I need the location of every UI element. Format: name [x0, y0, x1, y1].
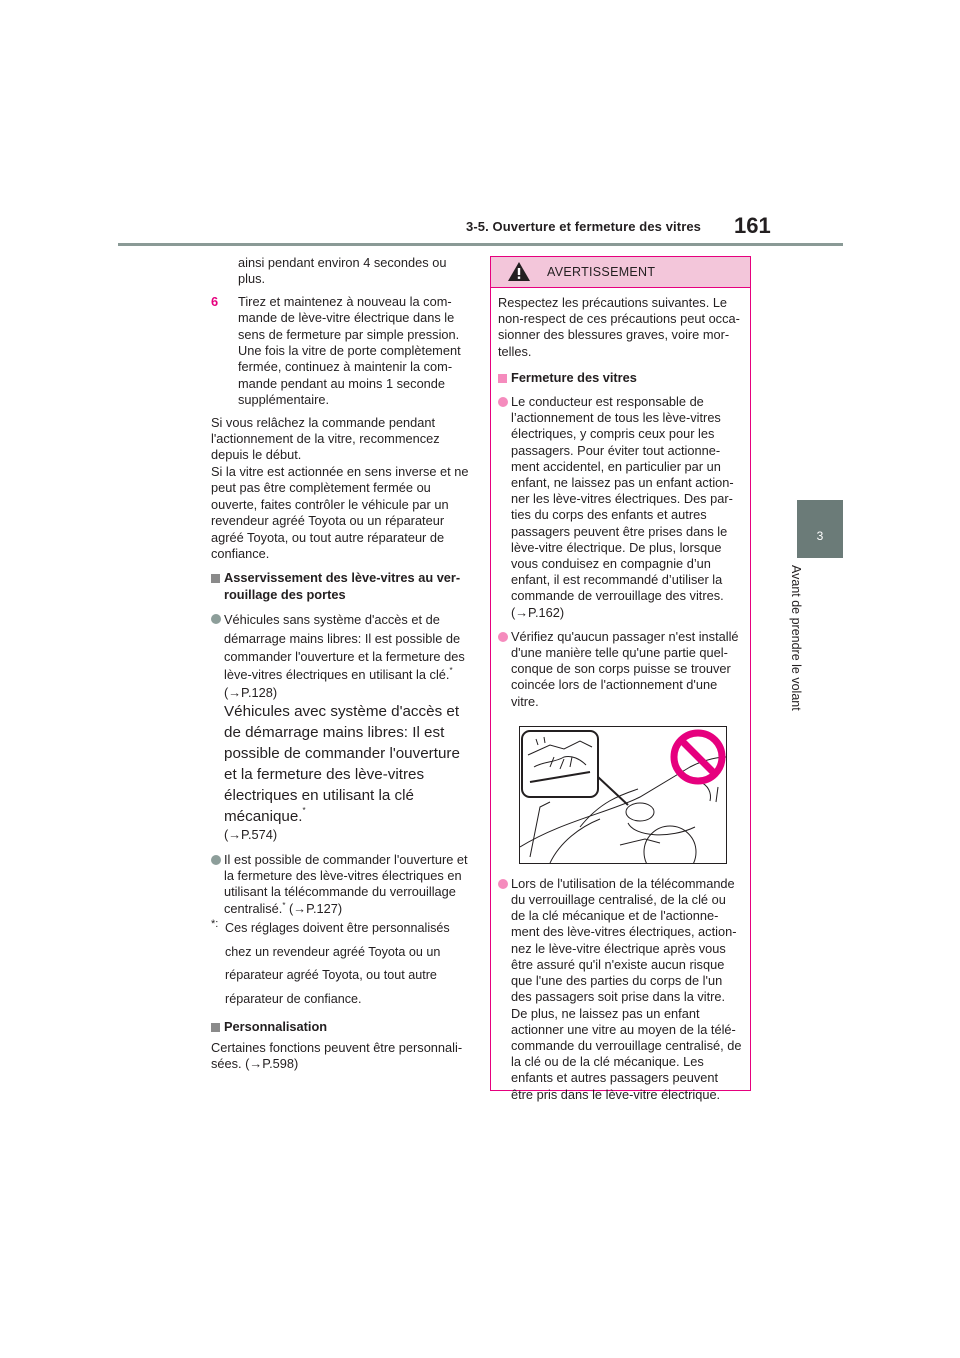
step-6	[211, 294, 473, 409]
bullet-dot-icon	[498, 879, 508, 889]
warning-body	[491, 288, 750, 1103]
header-section-title: 3-5. Ouverture et fermeture des vitres	[466, 219, 702, 234]
car-window-illustration	[520, 727, 726, 863]
step-number: 6	[211, 293, 219, 309]
warning-triangle-icon	[507, 261, 531, 282]
header-rule	[118, 243, 843, 246]
asterisk: *	[302, 806, 306, 816]
bullet-dot-icon	[211, 614, 221, 624]
page-reference-link[interactable]: (→P.127)	[285, 900, 343, 916]
bullet-text: Véhicules sans système d'accès et de démarrage mains libres: Il est possible de commander l'ouverture et la fermeture des lève-vitres électriques en utilisant la clé.	[224, 612, 465, 683]
asterisk: *	[449, 666, 453, 676]
page-reference-link[interactable]: (→P.574)	[224, 827, 278, 843]
heading-personalisation	[211, 1019, 473, 1035]
footnote	[211, 917, 473, 1011]
step-continuation: ainsi pendant environ 4 secondes ou plus.	[238, 255, 447, 287]
chapter-tab	[797, 500, 843, 558]
page-reference-link[interactable]: (→P.162)	[511, 604, 565, 620]
paragraph-reverse: Si la vitre est actionnée en sens inverse et ne peut pas être complètement fermée ou ouverte, faites contrôler le véhicule par un revendeur agréé Toyota ou un réparateur agréé Toyota, ou tout autre réparateur de confiance.	[211, 463, 469, 561]
bullet-item	[211, 611, 473, 843]
illustration-window-pinch	[519, 726, 727, 864]
bullet-text: Le conducteur est responsable de l’actionnement de tous les lève-vitres électriques, y compris ceux pour les passagers. Pour éviter tout actionnement accidentel, en particulier par un enfant, ne laissez pas un enfant actionner les lève-vitres électriques. Des parties du corps des enfants et autres passagers peuvent être prises dans le lève-vitre électrique. De plus, lorsque vous conduisez en compagnie d’un enfant, il est recommandé d’utiliser la commande de verrouillage des vitres.	[511, 394, 734, 604]
warning-bullet	[498, 876, 742, 1103]
page-reference-link[interactable]: (→P.128)	[224, 684, 278, 700]
step-6-text: Tirez et maintenez à nouveau la commande de lève-vitre électrique dans le sens de fermeture par simple pression. Une fois la vitre de porte complètement fermée, continuez à maintenir la commande pendant au moins 1 seconde supplémentaire.	[238, 293, 461, 408]
bullet-dot-icon	[498, 397, 508, 407]
heading-text: Asservissement des lève-vitres au verrouillage des portes	[224, 570, 461, 602]
warning-heading	[498, 370, 742, 386]
bullet-dot-icon	[211, 855, 221, 865]
heading-door-lock-link	[211, 570, 473, 603]
bullet-text: Lors de l'utilisation de la télécommande du verrouillage centralisé, de la clé ou de la clé mécanique et de l'actionnement des lève-vitres électriques, actionnez le lève-vitre électrique après vous être assuré qu'il n'existe aucun risque que l'une des parties du corps de l'un des passagers soit prise dans la vitre. De plus, ne laissez pas un enfant actionner une vitre au moyen de la télécommande du verrouillage centralisé, de la clé ou de la clé mécanique. Les enfants et autres passagers peuvent être pris dans le lève-vitre électrique.	[511, 875, 742, 1102]
footnote-mark: *:	[211, 918, 219, 931]
paragraph-personalisation: Certaines fonctions peuvent être personnalisées. (→P.598)	[211, 1039, 463, 1071]
bullet-dot-icon	[498, 632, 508, 642]
chapter-number: 3	[816, 529, 824, 543]
chapter-label-text: Avant de prendre le volant	[789, 565, 803, 711]
prohibition-icon	[674, 733, 722, 781]
warning-bullet	[498, 629, 742, 710]
warning-header	[491, 257, 750, 288]
heading-square-icon	[211, 1023, 220, 1032]
page-number: 161	[734, 213, 771, 238]
left-column	[211, 255, 473, 1072]
warning-bullet	[498, 394, 742, 621]
chapter-label	[787, 565, 803, 765]
bullet-text: Vérifiez qu'aucun passager n'est installé d'une manière telle qu'une partie quelconque de son corps puisse se trouver coincée lors de l'actionnement d'une vitre.	[511, 628, 739, 709]
asterisk: *	[282, 900, 286, 910]
heading-square-icon	[498, 374, 507, 383]
footnote-text: Ces réglages doivent être personnalisés chez un revendeur agréé Toyota ou un réparateur agréé Toyota, ou tout autre réparateur de confiance.	[225, 921, 450, 1006]
warning-title: AVERTISSEMENT	[547, 265, 656, 279]
bullet-text: Il est possible de commander l'ouverture et la fermeture des lève-vitres électriques en utilisant la télécommande du verrouillage centralisé.	[224, 851, 468, 916]
warning-box	[490, 256, 751, 1102]
heading-square-icon	[211, 574, 220, 583]
paragraph-restart: Si vous relâchez la commande pendant l'actionnement de la vitre, recommencez depuis le début.	[211, 414, 440, 463]
bullet-item	[211, 852, 473, 918]
heading-text: Fermeture des vitres	[511, 369, 637, 385]
heading-text: Personnalisation	[224, 1019, 328, 1035]
warning-intro: Respectez les précautions suivantes. Le non-respect de ces précautions peut occasionner des blessures graves, voire mortelles.	[498, 295, 740, 359]
bullet-text-large: Véhicules avec système d'accès et de démarrage mains libres: Il est possible de commander l'ouverture et la fermeture des lève-vitres électriques en utilisant la clé mécanique.	[224, 703, 460, 826]
